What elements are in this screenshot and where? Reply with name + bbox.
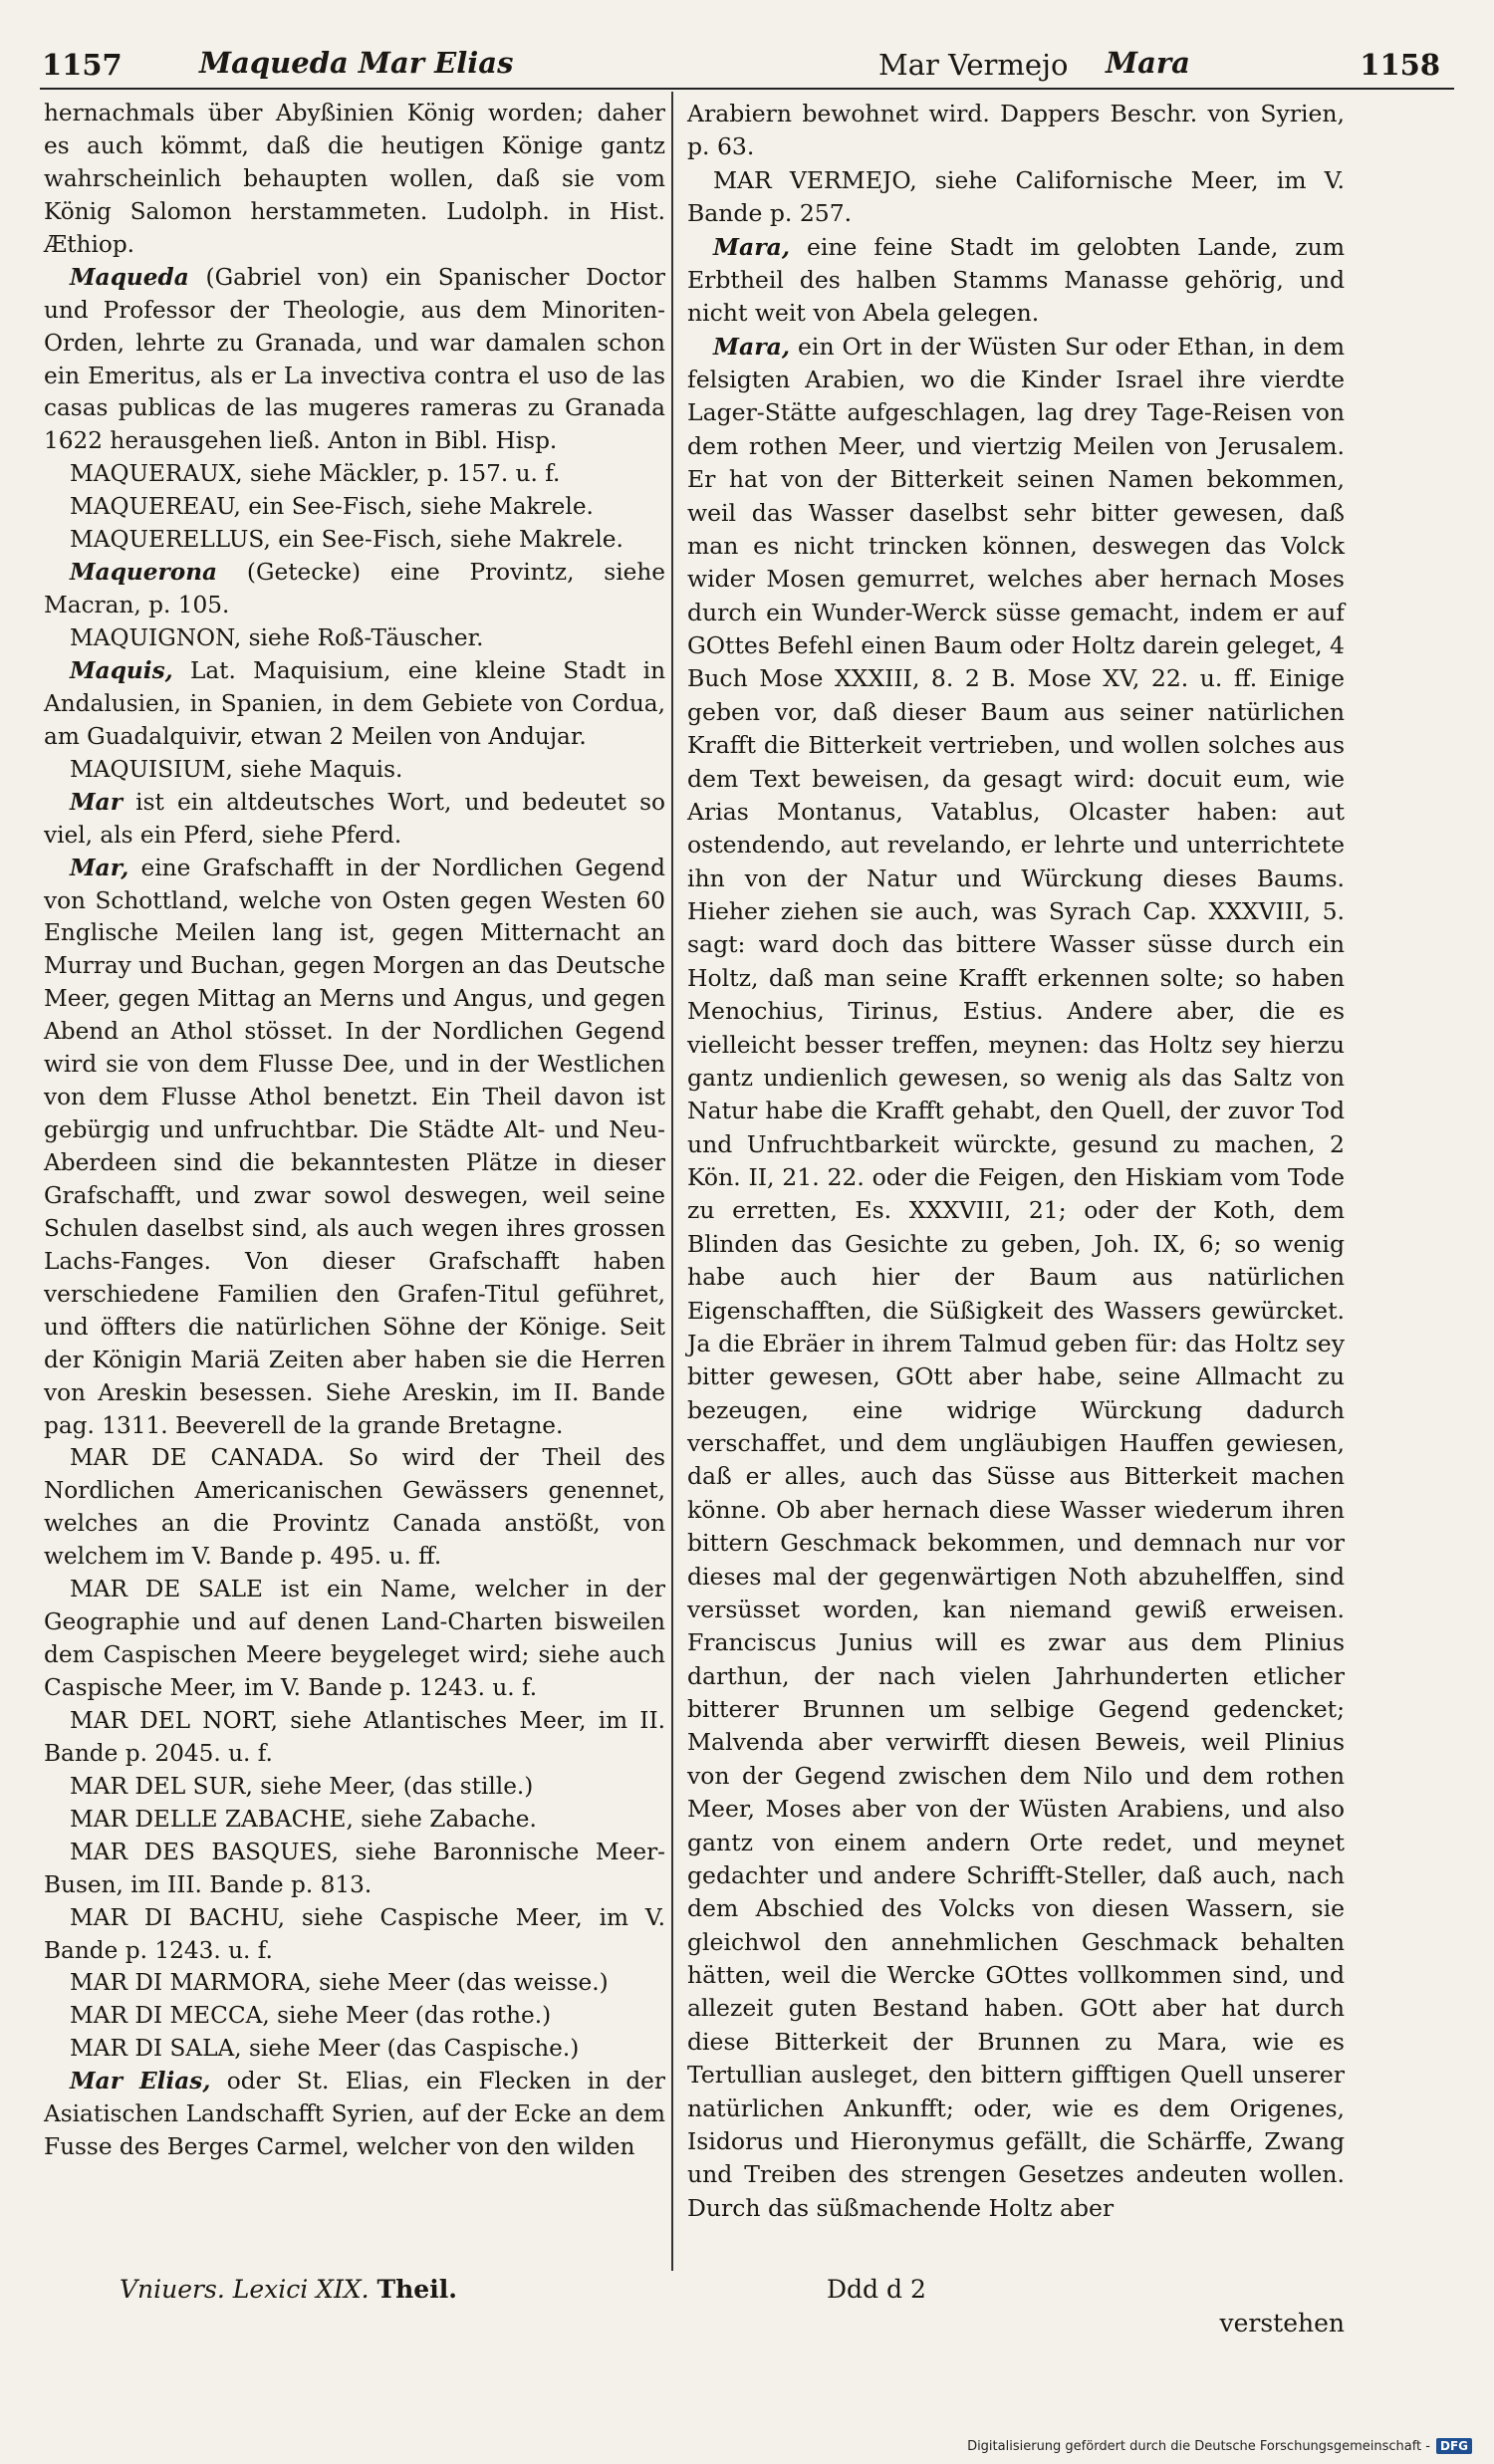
right-column xyxy=(687,98,1345,2225)
dictionary-entry xyxy=(44,2066,665,2164)
entry-text: MAQUERAUX, siehe Mäckler, p. 157. u. f. xyxy=(70,460,561,488)
entry-text: MAR DE SALE ist ein Name, welcher in der Geographie und auf denen Land-Charten bisweilen dem Caspischen Meere beygeleget wird; siehe auch Caspische Meer, im V. Bande p. 1243. u. f. xyxy=(44,1576,665,1701)
entry-text: MAR DE CANADA. So wird der Theil des Nordlichen Americanischen Gewässers genennet, welches an die Provintz Canada anstößt, von welchem im V. Bande p. 495. u. ff. xyxy=(44,1444,665,1571)
dictionary-entry xyxy=(44,1967,665,2000)
entry-text: (Getecke) eine Provintz, siehe Macran, p. 105. xyxy=(44,559,665,619)
entry-text: ein Ort in der Wüsten Sur oder Ethan, in dem felsigten Arabien, wo die Kinder Israel ihre vierdte Lager-Stätte aufgeschlagen, lag drey Tage-Reisen von dem rothen Meer, und viertzig Meilen von Jerusalem. Er hat von der Bitterkeit seinen Namen bekommen, weil das Wasser daselbst sehr bitter gewesen, daß man es nicht trincken können, deswegen das Volck wider Mosen gemurret, welches aber hernach Moses durch ein Wunder-Werck süsse gemacht, indem er auf GOttes Befehl einen Baum oder Holtz darein geleget, 4 Buch Mose XXXIII, 8. 2 B. Mose XV, 22. u. ff. Einige geben vor, daß dieser Baum aus seiner natürlichen Krafft die Bitterkeit vertrieben, und wollen solches aus dem Text beweisen, da gesagt wird: docuit eum, wie Arias Montanus, Vatablus, Olcaster haben: aut ostendendo, aut revelando, er lehrte und unterrichtete ihn von der Natur und Würckung dieses Baums. Hieher ziehen sie auch, was Syrach Cap. XXXVIII, 5. sagt: ward doch das bittere Wasser süsse durch ein Holtz, daß man seine Krafft erkennen solte; so haben Menochius, Tirinus, Estius. Andere aber, die es vielleicht besser treffen, meynen: das Holtz sey hierzu gantz undienlich gewesen, so wenig als das Saltz von Natur habe die Krafft gehabt, den Quell, der zuvor Tod und Unfruchtbarkeit würckte, gesund zu machen, 2 Kön. II, 21. 22. oder die Feigen, den Hiskiam vom Tode zu erretten, Es. XXXVIII, 21; oder der Koth, dem Blinden das Gesichte zu geben, Joh. IX, 6; so wenig habe auch hier der Baum aus natürlichen Eigenschafften, die Süßigkeit des Wassers gewürcket. Ja die Ebräer in ihrem Talmud geben für: das Holtz sey bitter gewesen, GOtt aber habe, seine Allmacht zu bezeugen, eine widrige Würckung dadurch verschaffet, und dem ungläubigen Hauffen gewiesen, daß er alles, auch das Süsse aus Bitterkeit machen könne. Ob aber hernach diese Wasser wiederum ihren bittern Geschmack bekommen, und demnach nur vor dieses mal der gegenwärtigen Noth abzuhelffen, sind versüsset worden, kan niemand gewiß erweisen. Franciscus Junius will es zwar aus dem Plinius darthun, der nach vielen Jahrhunderten etlicher bitterer Brunnen um selbige Gegend gedencket; Malvenda aber verwirfft diesen Beweis, weil Plinius von der Gegend zwischen dem Nilo und dem rothen Meer, Moses aber von der Wüsten Arabiens, und also gantz von einem andern Orte redet, und meynet gedachter und andere Schrifft-Steller, daß auch, nach dem Abschied des Volcks von diesen Wassern, sie gleichwol den annehmlichen Geschmack behalten hätten, weil die Wercke GOttes vollkommen sind, und allezeit guten Bestand haben. GOtt aber hat durch diese Bitterkeit der Brunnen zu Mara, wie es Tertullian ausleget, den bittern gifftigen Quell unserer natürlichen Ankunfft; oder, wie es dem Origenes, Isidorus und Hieronymus gefällt, die Schärffe, Zwang und Treiben des strengen Gesetzes andeuten wollen. Durch das süßmachende Holtz aber xyxy=(687,332,1345,2222)
entry-text: eine feine Stadt im gelobten Lande, zum Erbtheil des halben Stamms Manasse gehörig, und nicht weit von Abela gelegen. xyxy=(687,232,1345,328)
entry-headword: Mara, xyxy=(713,332,791,361)
entry-text: ist ein altdeutsches Wort, und bedeutet so viel, als ein Pferd, siehe Pferd. xyxy=(44,788,666,849)
dictionary-entry xyxy=(687,231,1345,331)
entry-text: MAR DI BACHU, siehe Caspische Meer, im V. Bande p. 1243. u. f. xyxy=(44,1903,665,1964)
dictionary-entry xyxy=(44,622,665,655)
dictionary-entry xyxy=(44,1574,665,1705)
entry-text: eine Grafschafft in der Nordlichen Gegend von Schottland, welche von Osten gegen Westen 60 Englische Meilen lang ist, gegen Mitternacht an Murray und Buchan, gegen Morgen an das Deutsche Meer, gegen Mittag an Merns und Angus, und gegen Abend an Athol stösset. In der Nordlichen Gegend wird sie von dem Flusse Dee, und in der Westlichen von dem Flusse Athol benetzt. Ein Theil davon ist gebürgig und unfruchtbar. Die Städte Alt- und Neu-Aberdeen sind die bekanntesten Plätze in dieser Grafschafft, und zwar sowol deswegen, weil seine Schulen daselbst sind, als auch wegen ihres grossen Lachs-Fanges. Von dieser Grafschafft haben verschiedene Familien den Grafen-Titul geführet, und öffters die natürlichen Söhne der Könige. Seit der Königin Mariä Zeiten aber haben sie die Herren von Areskin besessen. Siehe Areskin, im II. Bande pag. 1311. Beeverell de la grande Bretagne. xyxy=(44,854,665,1439)
page-number-right: 1158 xyxy=(1360,48,1440,82)
entry-text: MAR DEL SUR, siehe Meer, (das stille.) xyxy=(70,1772,534,1800)
entry-text: (Gabriel von) ein Spanischer Doctor und Professor der Theologie, aus dem Minoriten-Orden, lehrte zu Granada, und war damalen schon ein Emeritus, als er La invectiva contra el uso de las casas publicas de las mugeres rameras zu Granada 1622 herausgehen ließ. Anton in Bibl. Hisp. xyxy=(44,263,665,455)
dictionary-entry xyxy=(44,1902,665,1968)
dictionary-entry xyxy=(44,98,665,262)
entry-text: Arabiern bewohnet wird. Dappers Beschr. von Syrien, p. 63. xyxy=(687,100,1345,161)
entry-text: hernachmals über Abyßinien König worden; daher es auch kömmt, daß die heutigen Könige gantz wahrscheinlich behaupten wollen, daß sie vom König Salomon herstammeten. Ludolph. in Hist. Æthiop. xyxy=(44,100,665,258)
dictionary-entry xyxy=(44,1442,665,1574)
footer-text: Digitalisierung gefördert durch die Deutsche Forschungsgemeinschaft - xyxy=(967,2438,1430,2454)
dictionary-entry xyxy=(44,458,665,491)
entry-text: MAR DELLE ZABACHE, siehe Zabache. xyxy=(70,1805,537,1833)
dictionary-entry xyxy=(44,754,665,787)
header-keyword-right-plain: Mar Vermejo xyxy=(878,48,1069,82)
entry-text: MAQUEREAU, ein See-Fisch, siehe Makrele. xyxy=(70,493,594,521)
dictionary-entry xyxy=(44,1837,665,1902)
entry-text: Lat. Maquisium, eine kleine Stadt in Andalusien, in Spanien, in dem Gebiete von Cordua, am Guadalquivir, etwan 2 Meilen von Andujar. xyxy=(44,656,665,750)
dictionary-entry xyxy=(44,1705,665,1771)
entry-text: MAR DEL NORT, siehe Atlantisches Meer, im II. Bande p. 2045. u. f. xyxy=(44,1706,665,1767)
entry-headword: Mar Elias, xyxy=(70,2068,211,2095)
header-rule xyxy=(40,88,1454,90)
entry-headword: Maqueda xyxy=(70,263,189,291)
entry-headword: Maquerona xyxy=(70,559,218,587)
running-header xyxy=(30,40,1464,84)
dictionary-entry xyxy=(44,655,665,754)
dictionary-entry xyxy=(44,2033,665,2066)
entry-text: MAQUERELLUS, ein See-Fisch, siehe Makrele. xyxy=(70,526,623,554)
signature-bold: Theil. xyxy=(376,2275,457,2304)
entry-headword: Mar xyxy=(70,788,123,816)
entry-text: MAR DI MECCA, siehe Meer (das rothe.) xyxy=(70,2002,552,2030)
dictionary-entry xyxy=(44,491,665,524)
entry-text: MAQUISIUM, siehe Maquis. xyxy=(70,755,403,783)
dictionary-entry xyxy=(44,2000,665,2033)
page-number-left: 1157 xyxy=(42,48,123,82)
entry-text: MAQUIGNON, siehe Roß-Täuscher. xyxy=(70,624,484,651)
dictionary-entry xyxy=(687,164,1345,231)
dictionary-entry xyxy=(687,98,1345,164)
entry-text: MAR DI MARMORA, siehe Meer (das weisse.) xyxy=(70,1969,609,1997)
dictionary-entry xyxy=(44,524,665,557)
catchword: verstehen xyxy=(1219,2309,1345,2338)
column-rule xyxy=(671,92,673,2271)
entry-headword: Mar, xyxy=(70,854,129,881)
entry-text: oder St. Elias, ein Flecken in der Asiatischen Landschafft Syrien, auf der Ecke an dem Fusse des Berges Carmel, welcher von den wilden xyxy=(44,2068,665,2161)
signature-text: Vniuers. Lexici XIX. xyxy=(120,2275,370,2304)
dictionary-entry xyxy=(687,331,1345,2225)
entry-text: MAR VERMEJO, siehe Californische Meer, im V. Bande p. 257. xyxy=(687,165,1345,228)
entry-text: MAR DI SALA, siehe Meer (das Caspische.) xyxy=(70,2035,580,2063)
header-keywords-left: Maqueda Mar Elias xyxy=(199,46,514,80)
left-column xyxy=(44,98,665,2164)
dfg-logo: DFG xyxy=(1436,2438,1472,2454)
dictionary-entry xyxy=(44,853,665,1443)
dictionary-entry xyxy=(44,787,665,853)
dictionary-entry xyxy=(44,1771,665,1804)
entry-headword: Maquis, xyxy=(70,656,173,684)
digitization-footer xyxy=(967,2438,1472,2454)
entry-text: MAR DES BASQUES, siehe Baronnische Meer-Busen, im III. Bande p. 813. xyxy=(44,1838,665,1898)
dictionary-entry xyxy=(44,262,665,459)
dictionary-entry xyxy=(44,1804,665,1837)
header-keyword-right: Mara xyxy=(1106,46,1190,80)
signature-line xyxy=(120,2275,457,2304)
entry-headword: Mara, xyxy=(713,232,791,261)
signature-mark: Ddd d 2 xyxy=(827,2275,926,2304)
dictionary-entry xyxy=(44,557,665,622)
